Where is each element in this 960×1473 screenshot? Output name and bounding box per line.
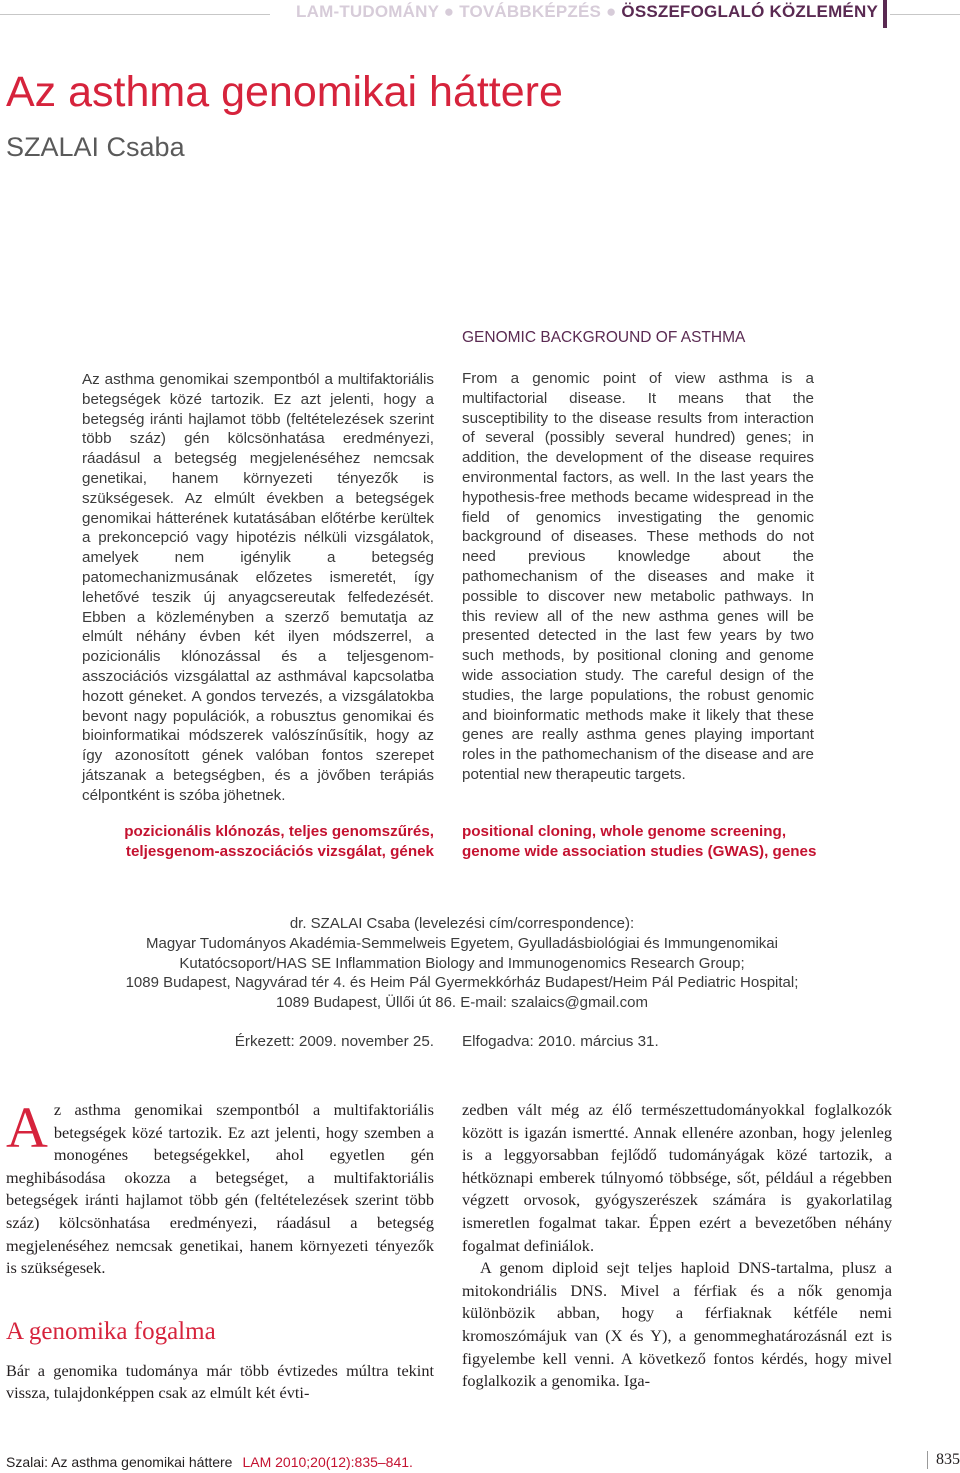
- correspondence-block: [0, 914, 924, 1013]
- abstract-english-heading: GENOMIC BACKGROUND OF ASTHMA: [462, 329, 746, 346]
- article-title: Az asthma genomikai háttere: [6, 68, 563, 116]
- keywords-english: positional cloning, whole genome screening, genome wide association studies (GWAS), genes: [462, 823, 817, 860]
- correspondence-line: 1089 Budapest, Üllői út 86. E-mail: szalaics@gmail.com: [275, 994, 649, 1012]
- body-column-left: [6, 1095, 434, 1405]
- correspondence-line: dr. SZALAI Csaba (levelezési cím/correspondence):: [289, 915, 635, 932]
- footer-citation: LAM 2010;20(12):835–841.: [242, 1454, 413, 1470]
- header-accent-bar: [883, 0, 887, 28]
- body-column-right: [462, 1099, 892, 1393]
- abstract-english: From a genomic point of view asthma is a multifactorial disease. It means that the susceptibility to the disease results from interaction of several (possibly several hundred) genes; in addition, the development of the disease requires environmental factors, as well. In the last years the hypothesis-free methods became widespread in the field of genomics investigating the genomic background of diseases. These methods do not need previous knowledge about the pathomechanism of the diseases and make it possible to discover new metabolic pathways. In this review all of the new asthma genes will be presented detected in the last few years by two such methods, by positional cloning and genome wide association study. The careful design of the studies, the large populations, the robust genomic and bioinformatic methods make it likely that these genes are really asthma genes playing important roles in the pathomechanism of the disease and are potential new therapeutic targets.: [462, 370, 814, 783]
- article-author: SZALAI Csaba: [6, 132, 185, 162]
- journal-section-header: [296, 2, 878, 22]
- page-number: 835: [927, 1451, 960, 1469]
- section-paragraph: Bár a genomika tudománya már több évtizedes múltra tekint vissza, tulajdonképpen csak az elmúlt két évti-: [6, 1360, 434, 1403]
- body-paragraph: zedben vált még az élő természettudományokkal foglalkozók között is igazán ismertté. Annak ellenére azonban, hogy jelenleg is a leggyorsabban fejlődő tudományágak közé tartozik, a hétköznapi emberek túlnyomó többsége, sőt, például a régebben végzett orvosok, gyógyszerészek számára is gyakorlatilag ismeretlen fogalmat takar. Éppen ezért a bevezetőben néhány fogalmat definiálok.: [462, 1100, 892, 1255]
- intro-paragraph: [6, 1095, 434, 1280]
- abstract-hungarian: Az asthma genomikai szempontból a multifaktoriális betegségek közé tartozik. Ez azt jelenti, hogy a betegség iránti hajlamot több (feltételezések szerint több száz) gén kölcsönhatása eredményezi, ráadásul a betegség megjelenéséhez nemcsak genetikai, hanem környezeti tényezők is szükségesek. Az elmúlt években a betegségek genomikai hátterének kutatásában előtérbe kerültek a prekoncepció vagy hipotézis nélküli vizsgálatok, amelyek nem igénylik a betegség patomechanizmusának előzetes ismeretét, így lehetővé teszik új anyagcsereutak felfedezését. Ebben a közleményben a szerző bemutatja az elmúlt néhány évben két ilyen módszerrel, a pozicionális klónozással és a teljesgenom-asszociációs vizsgálattal az asthmával kapcsolatba hozott géneket. A gondos tervezés, a vizsgálatokba bevont nagy populációk, a robusztus genomikai és bioinformatikai módszerek valószínűsítik, hogy az így azonosított gének valóban fontos szerepet játszanak a betegségben, és a jövőben terápiás célpontként is szóba jöhetnek.: [82, 371, 434, 804]
- header-section-1: LAM-TUDOMÁNY: [296, 2, 439, 21]
- header-bullet-2: ●: [606, 2, 617, 21]
- header-rule-right: [890, 14, 960, 15]
- body-paragraph: A genom diploid sejt teljes haploid DNS-tartalma, plusz a mitokondriális DNS. Mivel a férfiak és a nők genomja különbözik abban, hogy a férfiaknak kétféle nemi kromoszómájuk van (X és Y), a genommeghatározásnál ezt is figyelembe kell venni. A következő fontos kérdés, hogy mivel foglalkozik a genomika. Iga-: [462, 1258, 892, 1391]
- header-bullet-1: ●: [443, 2, 455, 21]
- footer-short-title: Szalai: Az asthma genomikai háttere: [6, 1454, 233, 1470]
- intro-text: z asthma genomikai szempontból a multifaktoriális betegségek közé tartozik. Ez azt jelenti, hogy szemben a monogénes betegségekkel, ahol egyetlen gén meghibásodása okozza a betegséget, a multifaktoriális betegségek iránti hajlamot több gén (feltételezések szerint több száz) kölcsönhatása eredményezi, ráadásul a betegség megjelenéséhez nemcsak genetikai, hanem környezeti tényezők is szükségesek.: [6, 1100, 434, 1278]
- header-rule-left: [0, 14, 270, 15]
- keywords-hungarian: pozicionális klónozás, teljes genomszűrés, teljesgenom-asszociációs vizsgálat, gének: [124, 823, 434, 860]
- running-footer: [6, 1454, 413, 1470]
- section-title: A genomika fogalma: [6, 1317, 216, 1345]
- correspondence-line: 1089 Budapest, Nagyvárad tér 4. és Heim Pál Gyermekkórház Budapest/Heim Pál Pediatric Hospital;: [125, 974, 799, 992]
- accepted-date: Elfogadva: 2010. március 31.: [462, 1033, 659, 1050]
- header-section-2: TOVÁBBKÉPZÉS: [459, 2, 602, 21]
- received-date: Érkezett: 2009. november 25.: [234, 1033, 434, 1050]
- correspondence-line: Kutatócsoport/HAS SE Inflammation Biology and Immunogenomics Research Group;: [179, 954, 745, 972]
- drop-cap: A: [6, 1095, 48, 1160]
- correspondence-line: Magyar Tudományos Akadémia-Semmelweis Egyetem, Gyulladásbiológiai és Immungenomikai: [146, 934, 778, 952]
- header-section-3: ÖSSZEFOGLALÓ KÖZLEMÉNY: [621, 2, 878, 21]
